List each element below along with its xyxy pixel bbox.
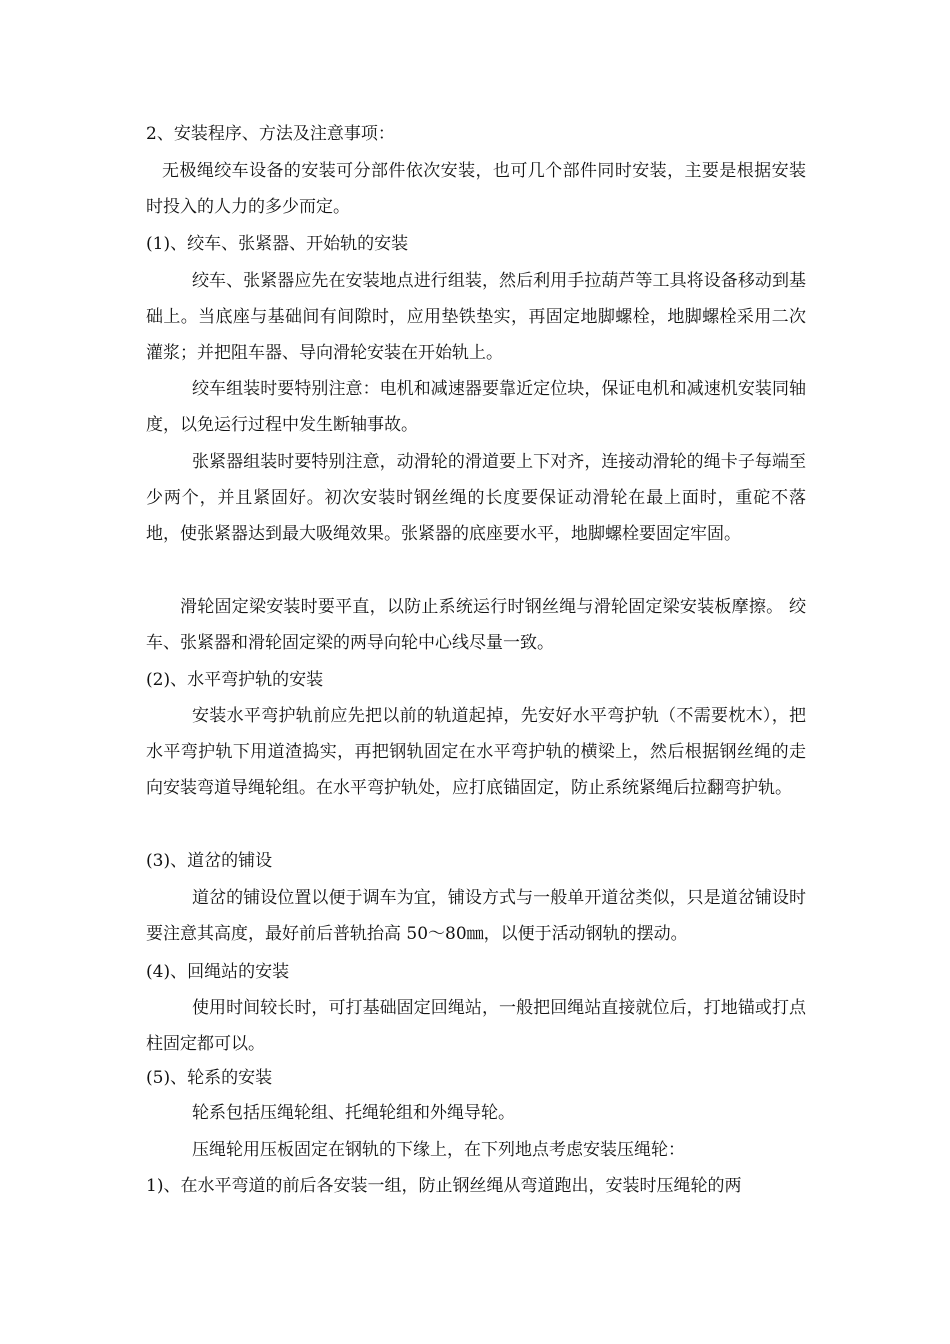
section-2-heading: (2)、水平弯护轨的安装: [146, 670, 324, 690]
section-5-paragraph-2: 压绳轮用压板固定在钢轨的下缘上，在下列地点考虑安装压绳轮：: [192, 1140, 685, 1160]
section-3-paragraph-1: 道岔的铺设位置以便于调车为宜，铺设方式与一般单开道岔类似，只是道岔铺设时要注意其高度，最好前后普轨抬高 50～80㎜，以便于活动钢轨的摆动。: [146, 888, 806, 944]
section-3-heading: (3)、道岔的铺设: [146, 851, 273, 871]
section-4-paragraph-1: 使用时间较长时，可打基础固定回绳站，一般把回绳站直接就位后，打地锚或打点柱固定都可以。: [146, 998, 806, 1054]
section-5-paragraph-1: 轮系包括压绳轮组、托绳轮组和外绳导轮。: [192, 1103, 515, 1123]
intro-paragraph: 无极绳绞车设备的安装可分部件依次安装，也可几个部件同时安装，主要是根据安装时投入的人力的多少而定。: [146, 161, 806, 217]
section-1-paragraph-2: 绞车组装时要特别注意：电机和减速器要靠近定位块，保证电机和减速机安装同轴度，以免运行过程中发生断轴事故。: [146, 379, 806, 435]
section-1-paragraph-3: 张紧器组装时要特别注意，动滑轮的滑道要上下对齐，连接动滑轮的绳卡子每端至少两个，并且紧固好。初次安装时钢丝绳的长度要保证动滑轮在最上面时，重砣不落地，使张紧器达到最大吸绳效果。张紧器的底座要水平，地脚螺栓要固定牢固。: [146, 452, 806, 544]
section-4-heading: (4)、回绳站的安装: [146, 962, 290, 982]
section-1-heading: (1)、绞车、张紧器、开始轨的安装: [146, 234, 409, 254]
section-1-paragraph-4: 滑轮固定梁安装时要平直，以防止系统运行时钢丝绳与滑轮固定梁安装板摩擦。 绞车、张紧器和滑轮固定梁的两导向轮中心线尽量一致。: [146, 597, 806, 653]
section-1-paragraph-1: 绞车、张紧器应先在安装地点进行组装，然后利用手拉葫芦等工具将设备移动到基础上。当底座与基础间有间隙时，应用垫铁垫实，再固定地脚螺栓，地脚螺栓采用二次灌浆；并把阻车器、导向滑轮安装在开始轨上。: [146, 271, 806, 363]
section-5-list-item-1: 1)、在水平弯道的前后各安装一组，防止钢丝绳从弯道跑出，安装时压绳轮的两: [146, 1176, 742, 1196]
section-2-paragraph-1: 安装水平弯护轨前应先把以前的轨道起掉，先安好水平弯护轨（不需要枕木），把水平弯护轨下用道渣捣实，再把钢轨固定在水平弯护轨的横梁上，然后根据钢丝绳的走向安装弯道导绳轮组。在水平弯护轨处，应打底锚固定，防止系统紧绳后拉翻弯护轨。: [146, 706, 806, 798]
section-title: 2、安装程序、方法及注意事项：: [146, 124, 395, 144]
section-5-heading: (5)、轮系的安装: [146, 1068, 273, 1088]
